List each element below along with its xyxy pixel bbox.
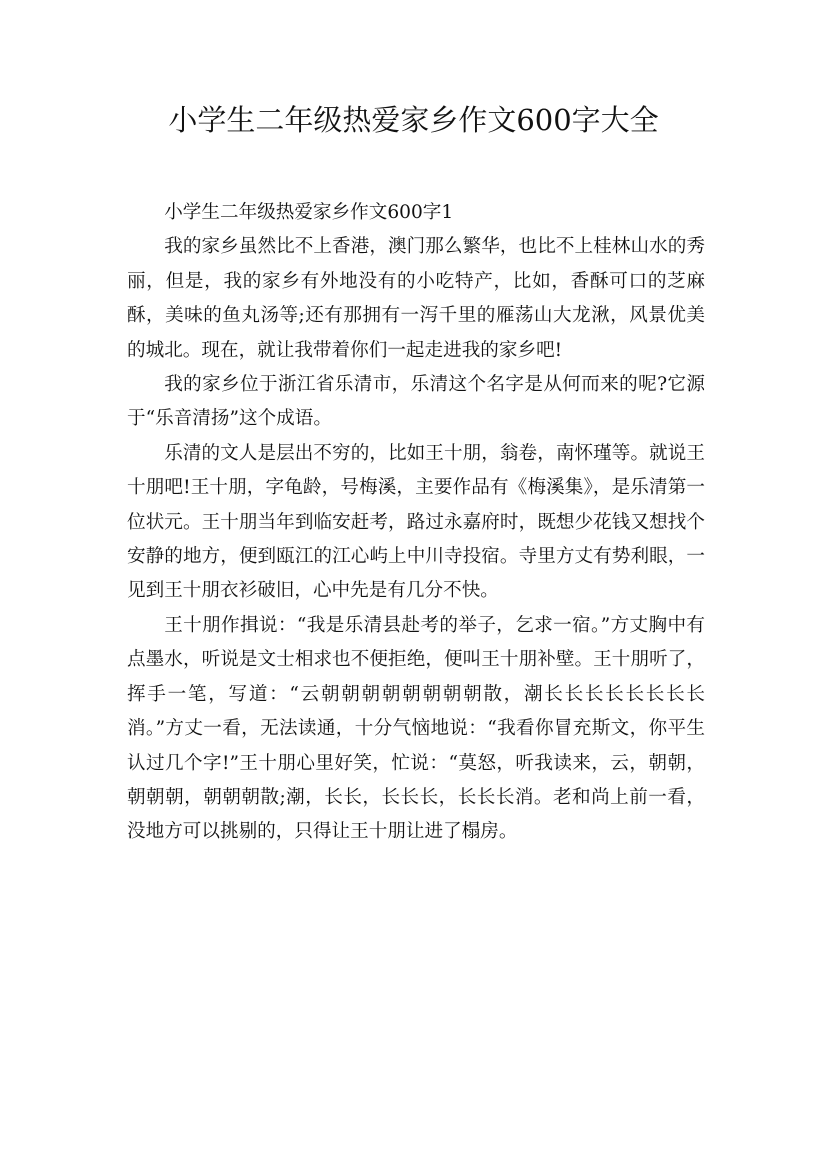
paragraph-2: 我的家乡位于浙江省乐清市，乐清这个名字是从何而来的呢?它源于“乐音清扬”这个成语。 <box>127 374 705 430</box>
paragraph-1: 我的家乡虽然比不上香港，澳门那么繁华，也比不上桂林山水的秀丽，但是，我的家乡有外地没有的小吃特产，比如，香酥可口的芝麻酥，美味的鱼丸汤等;还有那拥有一泻千里的雁荡山大龙湫，风景优美的城北。现在，就让我带着你们一起走进我的家乡吧! <box>127 236 705 361</box>
document-title: 小学生二年级热爱家乡作文600字大全 <box>168 103 659 137</box>
essay-heading: 小学生二年级热爱家乡作文600字1 <box>164 202 454 223</box>
paragraph-4: 王十朋作揖说：“我是乐清县赴考的举子，乞求一宿。”方丈胸中有点墨水，听说是文士相求也不便拒绝，便叫王十朋补壁。王十朋听了，挥手一笔，写道：“云朝朝朝朝朝朝朝朝散，潮长长长长长长长长消。”方丈一看，无法读通，十分气恼地说：“我看你冒充斯文，你平生认过几个字!”王十朋心里好笑，忙说：“莫怒，听我读来，云，朝朝，朝朝朝，朝朝朝散;潮，长长，长长长，长长长消。老和尚上前一看，没地方可以挑剔的，只得让王十朋让进了榻房。 <box>127 614 705 843</box>
document-body <box>127 196 705 850</box>
paragraph-3: 乐清的文人是层出不穷的，比如王十朋，翁卷，南怀瑾等。就说王十朋吧!王十朋，字龟龄，号梅溪，主要作品有《梅溪集》，是乐清第一位状元。王十朋当年到临安赶考，路过永嘉府时，既想少花钱又想找个安静的地方，便到瓯江的江心屿上中川寺投宿。寺里方丈有势利眼，一见到王十朋衣衫破旧，心中先是有几分不快。 <box>127 442 705 602</box>
